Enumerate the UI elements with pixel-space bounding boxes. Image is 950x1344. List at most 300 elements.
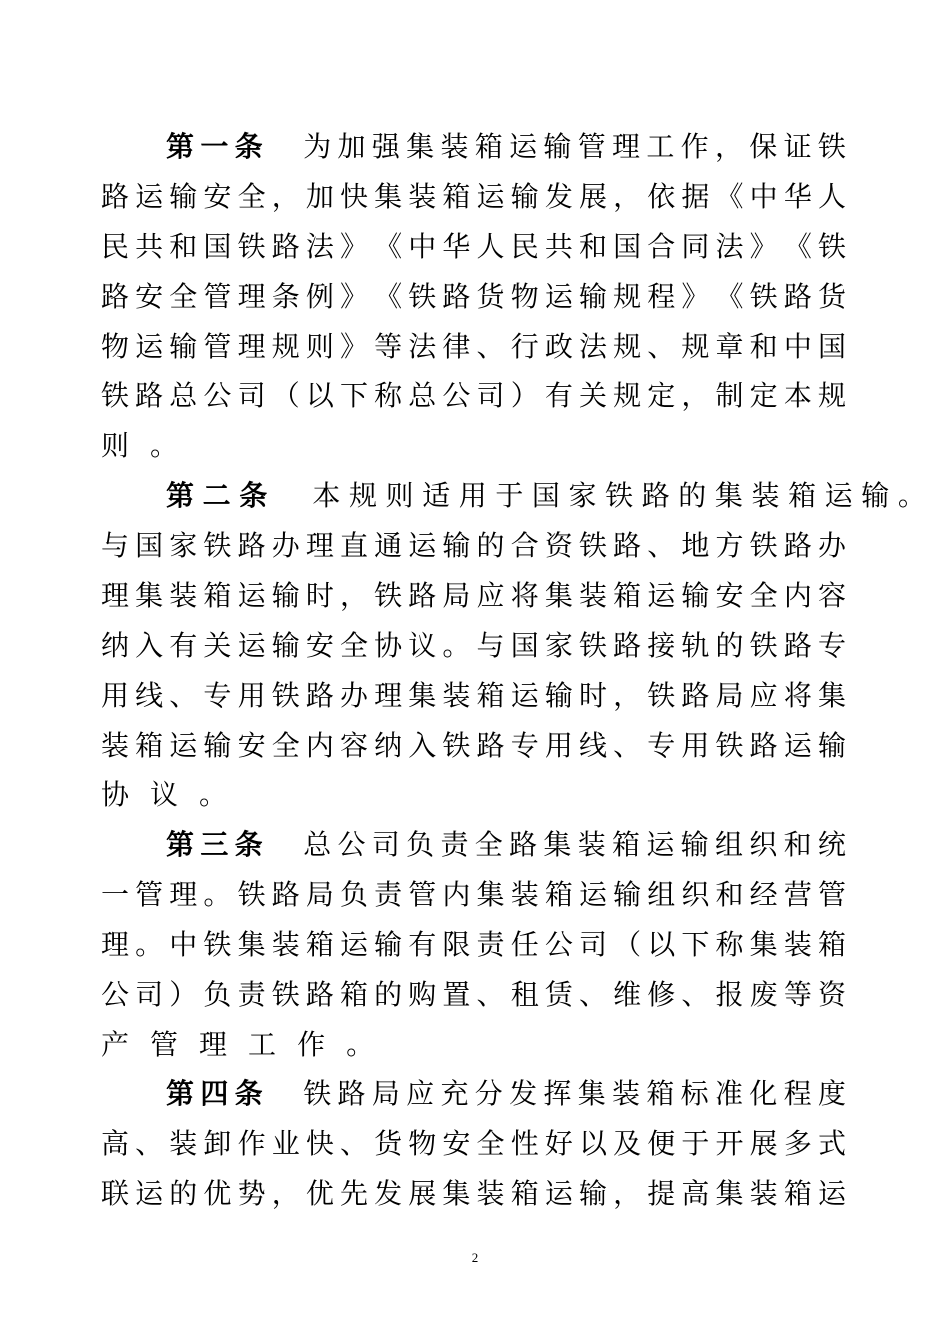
text-char: 管 bbox=[135, 878, 164, 911]
text-char: 路 bbox=[337, 1077, 366, 1110]
text-char: ， bbox=[339, 579, 368, 612]
text-char: 内 bbox=[442, 878, 471, 911]
text-char: 化 bbox=[749, 1077, 778, 1110]
text-char: 装 bbox=[751, 479, 780, 512]
text-char: 集 bbox=[442, 1177, 471, 1210]
text-char: 理 bbox=[374, 679, 403, 712]
text-char: 路 bbox=[613, 629, 642, 662]
text-char: 输 bbox=[543, 130, 572, 163]
text-char: 则 bbox=[101, 429, 130, 462]
text-char: 集 bbox=[714, 479, 743, 512]
text-char: 局 bbox=[371, 1077, 400, 1110]
text-char: 以 bbox=[578, 1127, 607, 1160]
text-char: 全 bbox=[476, 1127, 505, 1160]
text-char: 箱 bbox=[817, 928, 846, 961]
text-char: 装 bbox=[749, 1177, 778, 1210]
text-char: 购 bbox=[408, 978, 437, 1011]
text-char: 规 bbox=[613, 280, 642, 313]
text-char: （ bbox=[613, 928, 642, 961]
article-4-first-line bbox=[166, 1074, 846, 1114]
text-char: 集 bbox=[237, 928, 266, 961]
text-char: 中 bbox=[408, 230, 437, 263]
text-char: 集 bbox=[715, 1177, 744, 1210]
text-char: 管 bbox=[203, 280, 232, 313]
text-char: 限 bbox=[442, 928, 471, 961]
text-char: 总 bbox=[169, 379, 198, 412]
text-char: ， bbox=[613, 180, 642, 213]
text-char: 《 bbox=[783, 230, 812, 263]
text-char: 铁 bbox=[578, 629, 607, 662]
text-char: 和 bbox=[578, 230, 607, 263]
text-char: 展 bbox=[578, 180, 607, 213]
text-char: 将 bbox=[510, 579, 539, 612]
text-char: 和 bbox=[749, 330, 778, 363]
text-char: 公 bbox=[337, 828, 366, 861]
text-char: 、 bbox=[647, 330, 676, 363]
text-char: 线 bbox=[578, 729, 607, 762]
text-char: 输 bbox=[203, 729, 232, 762]
text-char: 行 bbox=[510, 330, 539, 363]
article-2-line bbox=[101, 775, 846, 815]
text-char: 运 bbox=[646, 828, 675, 861]
text-char: 箱 bbox=[339, 978, 368, 1011]
article-1-line bbox=[101, 327, 846, 367]
text-char: 应 bbox=[406, 1077, 435, 1110]
article-1-line bbox=[101, 376, 846, 416]
text-char: 下 bbox=[339, 379, 368, 412]
article-heading-char: 一 bbox=[200, 130, 229, 163]
text-char: 与 bbox=[101, 529, 130, 562]
text-char: 政 bbox=[544, 330, 573, 363]
text-char: 办 bbox=[271, 529, 300, 562]
text-char: 人 bbox=[476, 230, 505, 263]
text-char: 集 bbox=[408, 679, 437, 712]
article-heading-char: 条 bbox=[234, 130, 263, 163]
text-char: 任 bbox=[510, 928, 539, 961]
text-char: 理 bbox=[237, 280, 266, 313]
text-char: 司 bbox=[237, 379, 266, 412]
text-char: 本 bbox=[783, 379, 812, 412]
text-char: 安 bbox=[305, 629, 334, 662]
text-char: 标 bbox=[680, 1077, 709, 1110]
text-char: 华 bbox=[442, 230, 471, 263]
text-char: 运 bbox=[237, 579, 266, 612]
text-char: 提 bbox=[647, 1177, 676, 1210]
text-char: 铁 bbox=[271, 978, 300, 1011]
text-char: 箱 bbox=[203, 579, 232, 612]
text-char: 运 bbox=[544, 1177, 573, 1210]
text-char: 章 bbox=[715, 330, 744, 363]
text-char: 箱 bbox=[510, 1177, 539, 1210]
text-char: 》 bbox=[749, 230, 778, 263]
text-char: 》 bbox=[339, 280, 368, 313]
article-4-line bbox=[101, 1124, 846, 1164]
text-char: 箱 bbox=[474, 130, 503, 163]
text-char: 组 bbox=[714, 828, 743, 861]
text-char: 箱 bbox=[612, 828, 641, 861]
text-char: 轨 bbox=[681, 629, 710, 662]
text-char: 优 bbox=[203, 1177, 232, 1210]
text-char: 将 bbox=[783, 679, 812, 712]
text-char: 发 bbox=[544, 180, 573, 213]
text-char: 中 bbox=[783, 330, 812, 363]
text-char: 理 bbox=[101, 579, 130, 612]
text-char: 理 bbox=[612, 130, 641, 163]
text-char: 度 bbox=[817, 1077, 846, 1110]
text-char: 理 bbox=[101, 928, 130, 961]
text-char: 快 bbox=[339, 180, 368, 213]
text-char: 铁 bbox=[101, 379, 130, 412]
text-char: 下 bbox=[681, 928, 710, 961]
text-char: 统 bbox=[817, 828, 846, 861]
text-char: 货 bbox=[817, 280, 846, 313]
text-char: 规 bbox=[817, 379, 846, 412]
text-char: 用 bbox=[458, 479, 487, 512]
text-char: 装 bbox=[271, 928, 300, 961]
text-char: 多 bbox=[783, 1127, 812, 1160]
text-char: 纳 bbox=[101, 629, 130, 662]
text-char: 路 bbox=[641, 479, 670, 512]
text-char: 路 bbox=[101, 180, 130, 213]
text-char: 输 bbox=[861, 479, 890, 512]
text-char: 国 bbox=[135, 529, 164, 562]
text-char: 货 bbox=[476, 280, 505, 313]
text-char: 接 bbox=[647, 629, 676, 662]
text-char: 以 bbox=[647, 928, 676, 961]
text-char: 装 bbox=[408, 180, 437, 213]
text-char: 、 bbox=[476, 330, 505, 363]
text-char: 修 bbox=[647, 978, 676, 1011]
text-char: 。 bbox=[442, 629, 471, 662]
text-char: 路 bbox=[783, 529, 812, 562]
text-char: 业 bbox=[271, 1127, 300, 1160]
text-char: 式 bbox=[817, 1127, 846, 1160]
text-char: 议 bbox=[150, 778, 179, 811]
text-char: 装 bbox=[510, 878, 539, 911]
text-char: 装 bbox=[442, 679, 471, 712]
text-char: 用 bbox=[681, 729, 710, 762]
text-char: 租 bbox=[510, 978, 539, 1011]
text-char: 直 bbox=[339, 529, 368, 562]
article-3-first-line bbox=[166, 825, 846, 865]
text-char: 铁 bbox=[237, 230, 266, 263]
text-char: 集 bbox=[135, 579, 164, 612]
text-char: 责 bbox=[476, 928, 505, 961]
text-char: 管 bbox=[817, 878, 846, 911]
text-char: 先 bbox=[339, 1177, 368, 1210]
text-char: 运 bbox=[169, 729, 198, 762]
text-char: 资 bbox=[817, 978, 846, 1011]
text-char: ， bbox=[613, 679, 642, 712]
text-char: 通 bbox=[374, 529, 403, 562]
text-char: ， bbox=[681, 379, 710, 412]
text-char: 高 bbox=[681, 1177, 710, 1210]
text-char: 同 bbox=[681, 230, 710, 263]
text-char: 。 bbox=[346, 1028, 375, 1061]
text-char: 装 bbox=[169, 1127, 198, 1160]
text-char: 路 bbox=[749, 729, 778, 762]
text-char: 专 bbox=[510, 729, 539, 762]
text-char: 集 bbox=[406, 130, 435, 163]
text-char: 织 bbox=[749, 828, 778, 861]
text-char: 开 bbox=[715, 1127, 744, 1160]
article-2-line bbox=[101, 526, 846, 566]
text-char: 专 bbox=[817, 629, 846, 662]
text-char: 营 bbox=[783, 878, 812, 911]
text-char: 集 bbox=[749, 928, 778, 961]
article-heading-char: 第 bbox=[166, 828, 195, 861]
text-char: 展 bbox=[749, 1127, 778, 1160]
text-char: 充 bbox=[440, 1077, 469, 1110]
text-char: 输 bbox=[578, 280, 607, 313]
text-char: 地 bbox=[681, 529, 710, 562]
text-char: 用 bbox=[237, 679, 266, 712]
text-char: 的 bbox=[374, 978, 403, 1011]
text-char: 适 bbox=[422, 479, 451, 512]
text-char: 内 bbox=[783, 579, 812, 612]
text-char: 家 bbox=[544, 629, 573, 662]
text-char: 集 bbox=[476, 878, 505, 911]
text-char: 铁 bbox=[271, 679, 300, 712]
text-char: 装 bbox=[578, 579, 607, 612]
text-char: 物 bbox=[510, 280, 539, 313]
text-char: 责 bbox=[440, 828, 469, 861]
text-char: 公 bbox=[203, 379, 232, 412]
text-char: 安 bbox=[715, 579, 744, 612]
text-char: 入 bbox=[135, 629, 164, 662]
text-char: 路 bbox=[509, 828, 538, 861]
article-1-line bbox=[101, 177, 846, 217]
text-char: 方 bbox=[715, 529, 744, 562]
text-char: 装 bbox=[101, 729, 130, 762]
heading-spacer bbox=[269, 127, 297, 167]
text-char: 司 bbox=[135, 978, 164, 1011]
text-char: 运 bbox=[339, 928, 368, 961]
text-char: 纳 bbox=[374, 729, 403, 762]
text-char: 的 bbox=[678, 479, 707, 512]
text-char: 国 bbox=[203, 230, 232, 263]
text-char: 称 bbox=[715, 928, 744, 961]
text-char: 产 bbox=[101, 1028, 130, 1061]
text-char: 民 bbox=[510, 230, 539, 263]
text-char: 则 bbox=[385, 479, 414, 512]
text-char: 强 bbox=[371, 130, 400, 163]
text-char: 议 bbox=[408, 629, 437, 662]
text-char: 专 bbox=[647, 729, 676, 762]
text-char: ， bbox=[714, 130, 743, 163]
text-char: 全 bbox=[169, 280, 198, 313]
text-char: 卸 bbox=[203, 1127, 232, 1160]
text-char: 铁 bbox=[408, 280, 437, 313]
text-char: 路 bbox=[135, 379, 164, 412]
text-char: 理 bbox=[199, 1028, 228, 1061]
text-char: 全 bbox=[339, 629, 368, 662]
article-heading-char: 第 bbox=[166, 479, 195, 512]
text-char: 箱 bbox=[476, 679, 505, 712]
text-char: 负 bbox=[203, 978, 232, 1011]
text-char: 作 bbox=[237, 1127, 266, 1160]
text-char: 和 bbox=[169, 230, 198, 263]
text-char: 时 bbox=[305, 579, 334, 612]
article-3-line bbox=[101, 925, 846, 965]
text-char: 铁 bbox=[817, 230, 846, 263]
text-char: 协 bbox=[374, 629, 403, 662]
text-char: 铁 bbox=[605, 479, 634, 512]
text-char: 铁 bbox=[749, 629, 778, 662]
text-char: 运 bbox=[408, 529, 437, 562]
text-char: 于 bbox=[495, 479, 524, 512]
article-1-first-line bbox=[166, 127, 846, 167]
text-char: 局 bbox=[442, 579, 471, 612]
article-4-line bbox=[101, 1174, 846, 1214]
text-char: 联 bbox=[101, 1177, 130, 1210]
text-char: 、 bbox=[169, 679, 198, 712]
text-char: 以 bbox=[305, 379, 334, 412]
heading-spacer bbox=[269, 825, 297, 865]
text-char: 输 bbox=[681, 579, 710, 612]
text-char: 路 bbox=[442, 280, 471, 313]
text-char: 全 bbox=[271, 729, 300, 762]
text-char: 应 bbox=[749, 679, 778, 712]
text-char: 、 bbox=[613, 729, 642, 762]
text-char: 铁 bbox=[647, 679, 676, 712]
text-char: ， bbox=[271, 180, 300, 213]
text-char: 负 bbox=[339, 878, 368, 911]
text-char: 时 bbox=[578, 679, 607, 712]
text-char: 总 bbox=[408, 379, 437, 412]
text-char: 经 bbox=[749, 878, 778, 911]
text-char: 展 bbox=[408, 1177, 437, 1210]
text-char: 管 bbox=[577, 130, 606, 163]
text-char: 、 bbox=[578, 978, 607, 1011]
text-char: 运 bbox=[817, 1177, 846, 1210]
text-char: 安 bbox=[203, 180, 232, 213]
text-char: 管 bbox=[150, 1028, 179, 1061]
text-char: 高 bbox=[101, 1127, 130, 1160]
article-2-line bbox=[101, 676, 846, 716]
text-char: 优 bbox=[305, 1177, 334, 1210]
text-char: 装 bbox=[440, 130, 469, 163]
text-char: 。 bbox=[150, 429, 179, 462]
text-char: 条 bbox=[271, 280, 300, 313]
text-char: 用 bbox=[544, 729, 573, 762]
article-heading-char: 条 bbox=[239, 479, 268, 512]
text-char: 一 bbox=[101, 878, 130, 911]
text-char: 织 bbox=[681, 878, 710, 911]
text-char: 程 bbox=[647, 280, 676, 313]
text-char: 输 bbox=[817, 729, 846, 762]
text-char: 为 bbox=[303, 130, 332, 163]
text-char: 运 bbox=[783, 729, 812, 762]
text-char: 公 bbox=[442, 379, 471, 412]
text-char: 铁 bbox=[374, 579, 403, 612]
text-char: 加 bbox=[305, 180, 334, 213]
text-char: 加 bbox=[337, 130, 366, 163]
article-heading-char: 条 bbox=[234, 1077, 263, 1110]
text-char: 理 bbox=[305, 529, 334, 562]
text-char: 箱 bbox=[613, 579, 642, 612]
text-char: 、 bbox=[339, 1127, 368, 1160]
text-char: 输 bbox=[578, 1177, 607, 1210]
text-char: 的 bbox=[715, 629, 744, 662]
text-char: 本 bbox=[312, 479, 341, 512]
text-char: 输 bbox=[169, 330, 198, 363]
text-char: 输 bbox=[680, 828, 709, 861]
text-char: 据 bbox=[681, 180, 710, 213]
text-char: 箱 bbox=[646, 1077, 675, 1110]
text-char: 国 bbox=[510, 629, 539, 662]
text-char: 办 bbox=[339, 679, 368, 712]
text-char: 铁 bbox=[749, 529, 778, 562]
text-char: 集 bbox=[577, 1077, 606, 1110]
text-char: 铁 bbox=[203, 529, 232, 562]
text-char: 理 bbox=[237, 330, 266, 363]
article-3-line bbox=[101, 1025, 846, 1065]
text-char: ， bbox=[271, 1177, 300, 1210]
text-char: 。 bbox=[199, 778, 228, 811]
text-char: 全 bbox=[749, 579, 778, 612]
text-char: 于 bbox=[681, 1127, 710, 1160]
text-char: 等 bbox=[374, 330, 403, 363]
text-char: 责 bbox=[237, 978, 266, 1011]
text-char: 、 bbox=[647, 529, 676, 562]
text-char: 维 bbox=[613, 978, 642, 1011]
text-char: 的 bbox=[476, 529, 505, 562]
article-3-line bbox=[101, 975, 846, 1015]
text-char: 公 bbox=[544, 928, 573, 961]
text-char: 程 bbox=[783, 1077, 812, 1110]
text-char: 铁 bbox=[817, 130, 846, 163]
article-2-line bbox=[101, 726, 846, 766]
text-char: 公 bbox=[101, 978, 130, 1011]
article-heading-char: 第 bbox=[166, 1077, 195, 1110]
text-char: 责 bbox=[374, 878, 403, 911]
text-char: 快 bbox=[305, 1127, 334, 1160]
text-char: 铁 bbox=[749, 280, 778, 313]
text-char: 有 bbox=[544, 379, 573, 412]
article-heading-char: 四 bbox=[200, 1077, 229, 1110]
text-char: 人 bbox=[817, 180, 846, 213]
text-char: 与 bbox=[476, 629, 505, 662]
text-char: 共 bbox=[135, 230, 164, 263]
text-char: 。 bbox=[897, 479, 926, 512]
text-char: 置 bbox=[442, 978, 471, 1011]
text-char: 法 bbox=[408, 330, 437, 363]
text-char: 《 bbox=[715, 280, 744, 313]
text-char: 证 bbox=[783, 130, 812, 163]
text-char: 例 bbox=[305, 280, 334, 313]
text-char: 规 bbox=[271, 330, 300, 363]
text-char: 规 bbox=[681, 330, 710, 363]
text-char: 铁 bbox=[578, 529, 607, 562]
page-number: 2 bbox=[471, 1250, 479, 1265]
text-char: 箱 bbox=[783, 1177, 812, 1210]
text-char: 《 bbox=[374, 280, 403, 313]
text-char: 称 bbox=[374, 379, 403, 412]
text-char: 制 bbox=[715, 379, 744, 412]
heading-spacer bbox=[276, 476, 304, 516]
text-char: 输 bbox=[510, 180, 539, 213]
text-char: 装 bbox=[169, 579, 198, 612]
article-heading-char: 第 bbox=[166, 130, 195, 163]
text-char: 管 bbox=[408, 878, 437, 911]
text-char: 中 bbox=[169, 928, 198, 961]
text-char: 装 bbox=[476, 1177, 505, 1210]
text-char: 运 bbox=[135, 330, 164, 363]
text-char: ） bbox=[510, 379, 539, 412]
text-char: 《 bbox=[374, 230, 403, 263]
text-char: ） bbox=[169, 978, 198, 1011]
